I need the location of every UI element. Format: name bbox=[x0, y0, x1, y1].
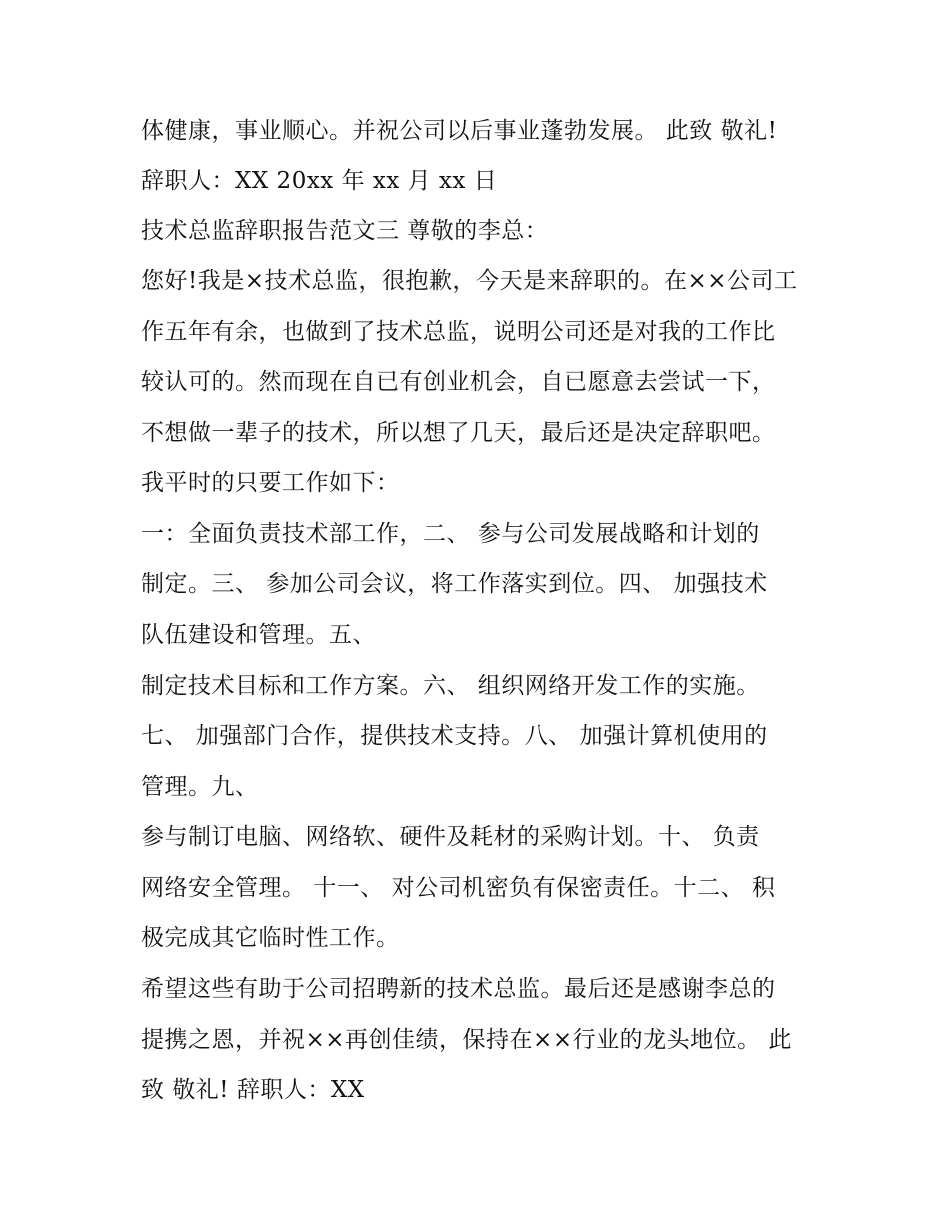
text-line: 七、 加强部门合作，提供技术支持。八、 加强计算机使用的 bbox=[141, 723, 768, 749]
text-line: 致 敬礼! 辞职人：XX bbox=[141, 1077, 365, 1103]
text-line: 较认可的。然而现在自已有创业机会，自已愿意去尝试一下， bbox=[141, 369, 776, 395]
text-line: 一：全面负责技术部工作，二、 参与公司发展战略和计划的 bbox=[141, 521, 760, 547]
text-line: 辞职人：XX 20xx 年 xx 月 xx 日 bbox=[141, 168, 498, 194]
text-line: 管理。九、 bbox=[141, 774, 259, 800]
text-line: 参与制订电脑、网络软、硬件及耗材的采购计划。十、 负责 bbox=[141, 824, 760, 850]
text-line: 不想做一辈子的技术，所以想了几天，最后还是决定辞职吧。 bbox=[141, 420, 776, 446]
text-line: 希望这些有助于公司招聘新的技术总监。最后还是感谢李总的 bbox=[141, 976, 776, 1002]
text-line: 我平时的只要工作如下： bbox=[141, 470, 400, 496]
text-line: 体健康，事业顺心。并祝公司以后事业蓬勃发展。 此致 敬礼! bbox=[141, 118, 778, 144]
text-line: 您好!我是×技术总监，很抱歉，今天是来辞职的。在××公司工 bbox=[141, 268, 798, 294]
text-line: 极完成其它临时性工作。 bbox=[141, 925, 400, 951]
text-line: 网络安全管理。 十一、 对公司机密负有保密责任。十二、 积 bbox=[141, 875, 776, 901]
text-line: 技术总监辞职报告范文三 尊敬的李总： bbox=[141, 218, 549, 244]
text-line: 队伍建设和管理。五、 bbox=[141, 622, 376, 648]
text-line: 提携之恩，并祝××再创佳绩，保持在××行业的龙头地位。 此 bbox=[141, 1027, 792, 1053]
text-line: 作五年有余，也做到了技术总监，说明公司还是对我的工作比 bbox=[141, 319, 776, 345]
text-line: 制定技术目标和工作方案。六、 组织网络开发工作的实施。 bbox=[141, 673, 760, 699]
text-line: 制定。三、 参加公司会议，将工作落实到位。四、 加强技术 bbox=[141, 571, 768, 597]
